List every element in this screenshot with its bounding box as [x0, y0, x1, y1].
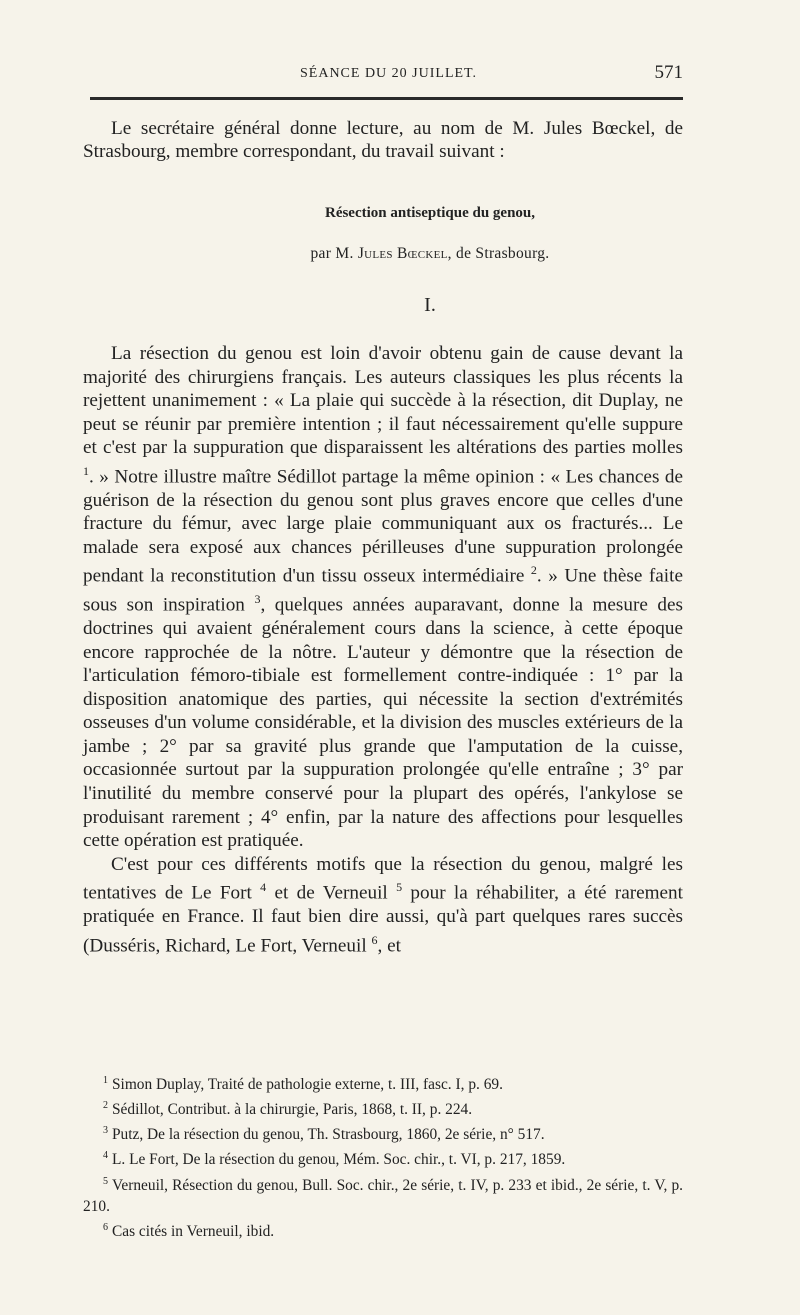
paragraph-1-part-c: . » Une thèse faite sous son inspiration [83, 565, 683, 616]
footnote-text: Cas cités in Verneuil, ibid. [112, 1222, 275, 1240]
footnote-number: 2 [103, 1100, 108, 1112]
footnote [83, 1070, 683, 1095]
footnote-text: L. Le Fort, De la résection du genou, Mém. Soc. chir., t. VI, p. 217, 1859. [112, 1151, 566, 1169]
paragraph-2-part-b: et de Verneuil [266, 882, 397, 904]
header-rule [90, 97, 683, 100]
footnote-number: 1 [103, 1075, 108, 1086]
footnote-text: Sédillot, Contribut. à la chirurgie, Paris, 1868, t. II, p. 224. [112, 1101, 473, 1119]
footnote-number: 3 [103, 1125, 108, 1137]
footnote [83, 1095, 683, 1120]
footnotes [83, 1070, 683, 1242]
footnote-ref-6: 6 [371, 932, 378, 947]
paragraph-1 [83, 342, 683, 853]
footnote-number: 4 [103, 1150, 108, 1162]
footnote-text: Simon Duplay, Traité de pathologie externe, t. III, fasc. I, p. 69. [112, 1076, 503, 1094]
paragraph-2 [83, 853, 683, 958]
paragraph-1-part-d: , quelques années auparavant, donne la mesure des doctrines qui avaient généralement cours dans la science, à cette époque encore rapprochée de la nôtre. L'auteur y démontre que la résection de l'articulation fémoro-tibiale est formellement contre-indiquée : 1° par la disposition anatomique des parties, qui nécessite la section d'extrémités osseuses d'un volume considérable, et la division des muscles extérieurs de la jambe ; 2° par sa gravité plus grande que l'amputation de la cuisse, occasionnée surtout par la suppuration prolongée qu'elle entraîne ; 3° par l'inutilité du membre conservé pour la plupart des opérés, l'ankylose se produisant rarement ; 4° enfin, par la nature des affections pour lesquelles cette opération est pratiquée. [83, 594, 683, 852]
intro-paragraph [83, 117, 683, 164]
running-head: SÉANCE DU 20 JUILLET. [300, 66, 478, 81]
main-text [83, 342, 683, 958]
paragraph-2-part-a: C'est pour ces différents motifs que la résection du genou, malgré les tentatives de Le Fort [83, 853, 683, 904]
footnote [83, 1171, 683, 1217]
footnote-ref-3: 3 [254, 592, 261, 607]
page-header [85, 62, 683, 90]
footnote-text: Verneuil, Résection du genou, Bull. Soc. chir., 2e série, t. IV, p. 233 et ibid., 2e série, t. V, p. 210. [83, 1176, 683, 1215]
byline [0, 245, 800, 263]
footnote-ref-1: 1 [83, 463, 89, 478]
paragraph-1-part-b: . » Notre illustre maître Sédillot partage la même opinion : « Les chances de guérison de la résection du genou sont plus graves encore que celles d'une fracture du fémur, avec large plaie communiquant aux os fracturés... Le malade sera exposé aux chances périlleuses d'une suppuration prolongée pendant la reconstitution d'un tissu osseux intermédiaire [83, 466, 683, 587]
footnote-number: 5 [103, 1175, 108, 1187]
paragraph-1-part-a: La résection du genou est loin d'avoir obtenu gain de cause devant la majorité des chirurgiens français. Les auteurs classiques les plus récents la rejettent unanimement : « La plaie qui succède à la résection, dit Duplay, ne peut se réunir par première intention ; il faut nécessairement qu'elle suppure et c'est par la suppuration que disparaissent les altérations des parties molles [83, 343, 683, 459]
footnote-ref-5: 5 [396, 880, 403, 895]
page-number: 571 [654, 62, 683, 83]
footnote-ref-4: 4 [260, 880, 267, 895]
section-numeral: I. [424, 294, 436, 316]
intro-text: Le secrétaire général donne lecture, au nom de M. Jules Bœckel, de Strasbourg, membre correspondant, du travail suivant : [83, 118, 683, 163]
byline-author: Jules Bœckel [357, 245, 448, 262]
footnote [83, 1120, 683, 1145]
paragraph-2-part-c: pour la réhabiliter, a été rarement pratiquée en France. Il faut bien dire aussi, qu'à part quelques rares succès (Dusséris, Richard, Le Fort, Verneuil [83, 882, 683, 957]
footnote [83, 1217, 683, 1242]
article-title: Résection antiseptique du genou, [324, 205, 536, 221]
footnote-number: 6 [103, 1221, 108, 1233]
byline-suffix: , de Strasbourg. [447, 245, 550, 262]
footnote-text: Putz, De la résection du genou, Th. Strasbourg, 1860, 2e série, n° 517. [112, 1126, 545, 1144]
footnote [83, 1145, 683, 1170]
byline-prefix: par M. [310, 245, 354, 262]
paragraph-2-part-d: , et [377, 935, 401, 957]
footnote-ref-2: 2 [530, 563, 537, 578]
